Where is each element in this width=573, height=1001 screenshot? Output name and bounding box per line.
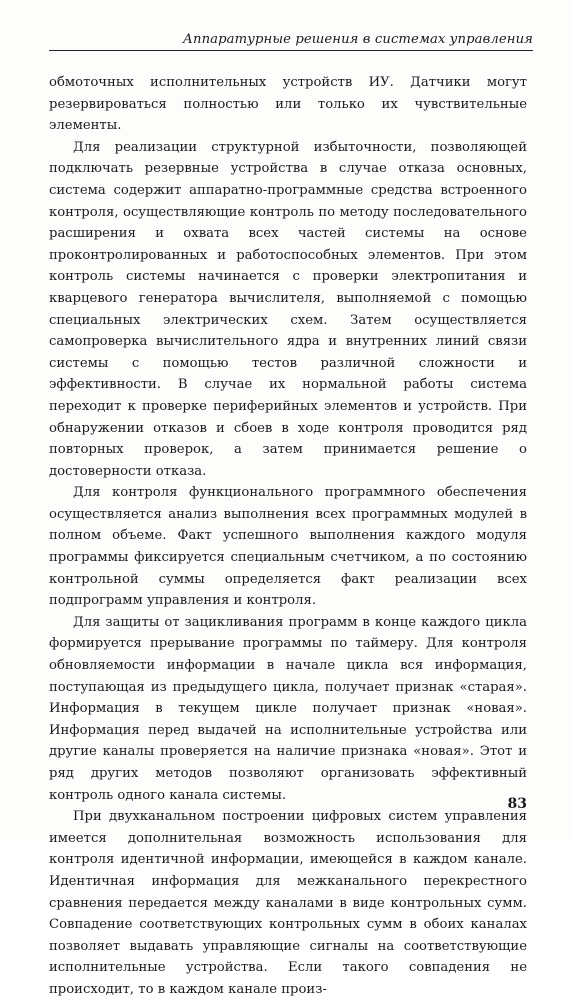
running-header-title: Аппаратурные решения в системах управления: [182, 32, 533, 47]
paragraph-structural-redundancy: Для реализации структурной избыточности, позволяющей подключать резервные устройства в случае отказа основных, система содержит аппаратно-программные средства встроенного контроля, осуществляющие контроль по методу последовательного расширения и охвата всех частей системы на основе проконтролированных и работоспособных элементов. При этом контроль системы начинается с проверки электропитания и кварцевого генератора вычислителя, выполняемой с помощью специальных электрических схем. Затем осуществляется самопроверка вычислительного ядра и внутренних линий связи системы с помощью тестов различной сложности и эффективности. В случае их нормальной работы система переходит к проверке периферийных элементов и устройств. При обнаружении отказов и сбоев в ходе контроля проводится ряд повторных проверок, а затем принимается решение о достоверности отказа.: [49, 139, 527, 479]
paragraph-two-channel: При двухканальном построении цифровых систем управления имеется дополнительная возможность использования для контроля идентичной информации, имеющейся в каждом канале. Идентичная информация для межканального перекрестного сравнения передается между каналами в виде контрольных сумм. Совпадение соответствующих контрольных сумм в обоих каналах позволяет выдавать управляющие сигналы на соответствующие исполнительные устройства. Если такого совпадения не происходит, то в каждом канале произ-: [49, 809, 527, 997]
paragraph-software-control: Для контроля функционального программного обеспечения осуществляется анализ выполнения всех программных модулей в полном объеме. Факт успешного выполнения каждого модуля программы фиксируется специальным счетчиком, а по состоянию контрольной суммы определяется факт реализации всех подпрограмм управления и контроля.: [49, 485, 527, 609]
body-text: [49, 72, 527, 1001]
running-header: [49, 28, 533, 51]
paragraph-continuation: обмоточных исполнительных устройств ИУ. Датчики могут резервироваться полностью или только их чувствительные элементы.: [49, 75, 527, 134]
page-number: 83: [507, 796, 527, 812]
paragraph-loop-protection: Для защиты от зацикливания программ в конце каждого цикла формируется прерывание программы по таймеру. Для контроля обновляемости информации в начале цикла вся информация, поступающая из предыдущего цикла, получает признак «старая». Информация в текущем цикле получает признак «новая». Информация перед выдачей на исполнительные устройства или другие каналы проверяется на наличие признака «новая». Этот и ряд других методов позволяют организовать эффективный контроль одного канала системы.: [49, 614, 527, 803]
